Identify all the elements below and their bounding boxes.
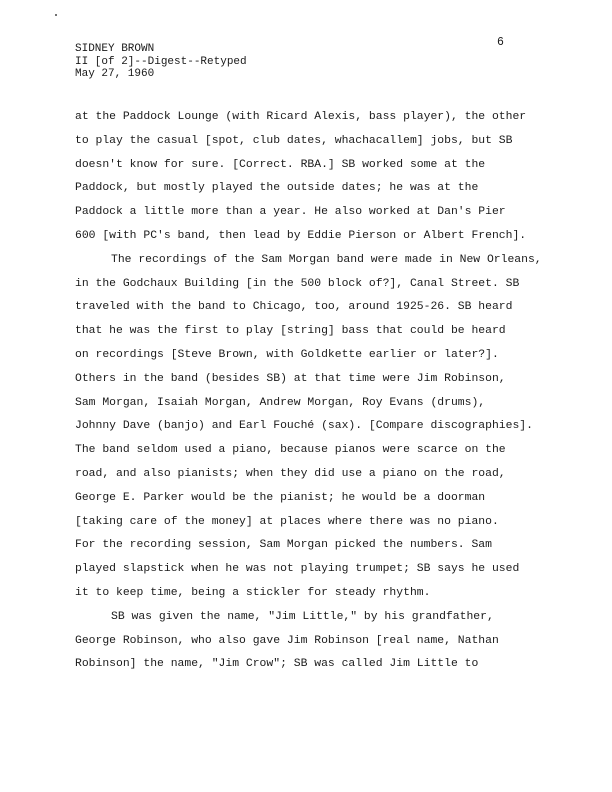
scan-speck	[55, 14, 57, 16]
text-line: played slapstick when he was not playing trumpet; SB says he used	[75, 563, 520, 576]
text-line: George Robinson, who also gave Jim Robinson [real name, Nathan	[75, 634, 499, 647]
text-line: Sam Morgan, Isaiah Morgan, Andrew Morgan, Roy Evans (drums),	[75, 396, 486, 409]
text-line: in the Godchaux Building [in the 500 block of?], Canal Street. SB	[75, 277, 520, 290]
transcript-body	[75, 110, 555, 681]
text-line: The band seldom used a piano, because pianos were scarce on the	[75, 444, 506, 457]
text-line: road, and also pianists; when they did use a piano on the road,	[75, 467, 506, 480]
header-date: May 27, 1960	[75, 68, 155, 80]
text-line: Paddock, but mostly played the outside dates; he was at the	[75, 182, 479, 195]
text-line: traveled with the band to Chicago, too, around 1925-26. SB heard	[75, 301, 513, 314]
text-line: 600 [with PC's band, then lead by Eddie Pierson or Albert French].	[75, 229, 527, 242]
text-line: Johnny Dave (banjo) and Earl Fouché (sax). [Compare discographies].	[75, 420, 533, 433]
text-line: [taking care of the money] at places where there was no piano.	[75, 515, 499, 528]
text-line: to play the casual [spot, club dates, whachacallem] jobs, but SB	[75, 134, 513, 147]
text-line: Paddock a little more than a year. He also worked at Dan's Pier	[75, 206, 506, 219]
header-subtitle: II [of 2]--Digest--Retyped	[75, 55, 247, 68]
text-line: SB was given the name, "Jim Little," by his grandfather,	[111, 610, 494, 623]
text-line: Robinson] the name, "Jim Crow"; SB was called Jim Little to	[75, 658, 479, 671]
text-line: Others in the band (besides SB) at that time were Jim Robinson,	[75, 372, 506, 385]
text-line: doesn't know for sure. [Correct. RBA.] SB worked some at the	[75, 158, 486, 171]
header-name: SIDNEY BROWN	[75, 43, 155, 55]
text-line: at the Paddock Lounge (with Ricard Alexis, bass player), the other	[75, 111, 527, 123]
text-line: that he was the first to play [string] bass that could be heard	[75, 325, 506, 338]
document-header	[75, 43, 247, 81]
text-line: For the recording session, Sam Morgan picked the numbers. Sam	[75, 539, 492, 552]
text-line: The recordings of the Sam Morgan band were made in New Orleans,	[111, 253, 542, 266]
text-line: on recordings [Steve Brown, with Goldkette earlier or later?].	[75, 348, 499, 361]
text-line: George E. Parker would be the pianist; he would be a doorman	[75, 491, 486, 504]
text-line: it to keep time, being a stickler for steady rhythm.	[75, 586, 431, 599]
page-number: 6	[497, 36, 504, 49]
